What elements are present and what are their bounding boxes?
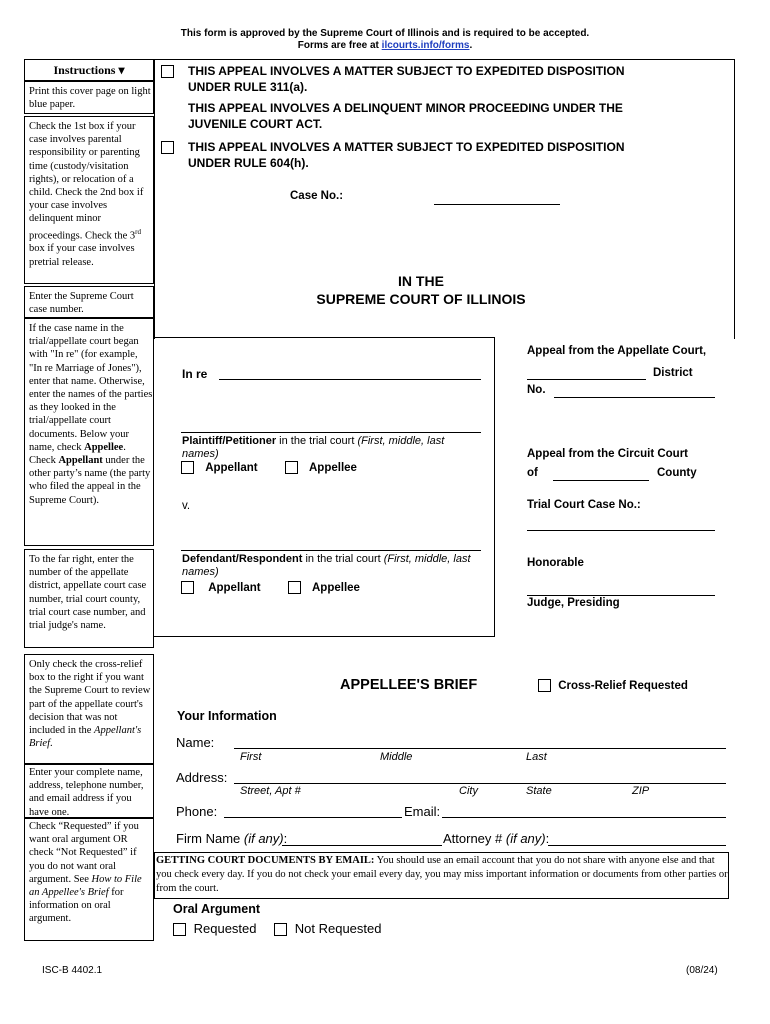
address-input-line[interactable] — [234, 783, 726, 784]
state-hint: State — [526, 785, 552, 797]
circuit-court-heading: Appeal from the Circuit Court — [527, 448, 689, 460]
instruction-box-2 — [24, 116, 154, 284]
instruction-box-7 — [24, 764, 154, 818]
district-label: District — [653, 367, 693, 379]
attorney-number-label: Attorney # (if any): — [443, 831, 550, 846]
versus-label: v. — [182, 500, 191, 512]
attorney-number-input-line[interactable] — [548, 845, 726, 846]
defendant-appellant-checkbox[interactable] — [181, 581, 194, 594]
address-label: Address: — [176, 770, 228, 785]
defendant-label: Defendant/Respondent in the trial court (First, middle, last names) — [182, 553, 471, 578]
form-id: ISC-B 4402.1 — [42, 965, 103, 976]
county-input-line[interactable] — [553, 480, 649, 481]
oral-argument-options — [173, 921, 382, 936]
plaintiff-appellant-checkbox[interactable] — [181, 461, 194, 474]
case-no-label: Case No.: — [290, 190, 344, 202]
email-notice-box — [154, 852, 729, 899]
firm-name-input-line[interactable] — [282, 845, 442, 846]
cross-relief-row — [538, 679, 688, 692]
approval-notice — [0, 28, 770, 52]
middle-name-hint: Middle — [380, 751, 413, 763]
appellate-no-label: No. — [527, 384, 546, 396]
in-re-label: In re — [182, 367, 208, 381]
cross-relief-checkbox[interactable] — [538, 679, 551, 692]
defendant-appellee-label: Appellee — [312, 581, 360, 594]
court-line-1: IN THE — [398, 273, 444, 289]
last-name-hint: Last — [526, 751, 547, 763]
county-label: County — [657, 467, 697, 479]
instructions-title-box — [24, 59, 154, 81]
instruction-box-4 — [24, 318, 154, 546]
oral-requested-label: Requested — [193, 921, 257, 936]
street-hint: Street, Apt # — [240, 785, 301, 797]
cross-relief-label: Cross-Relief Requested — [558, 679, 688, 692]
case-no-input-line[interactable] — [434, 204, 560, 205]
first-name-hint: First — [240, 751, 262, 763]
instruction-box-5 — [24, 549, 154, 648]
expedited-604-label: THIS APPEAL INVOLVES A MATTER SUBJECT TO EXPEDITED DISPOSITION UNDER RULE 604(h). — [188, 140, 625, 170]
in-re-input-line[interactable] — [219, 379, 481, 380]
oral-argument-heading: Oral Argument — [173, 902, 261, 916]
brief-title: APPELLEE'S BRIEF — [340, 677, 478, 693]
instruction-your-info: Enter your complete name, address, telephone number, and email address if you have one. — [29, 767, 144, 818]
instruction-box-3 — [24, 286, 154, 318]
expedited-604-checkbox[interactable] — [161, 141, 174, 154]
instruction-box-8 — [24, 818, 154, 941]
your-info-heading: Your Information — [177, 709, 277, 723]
defendant-role-row — [181, 581, 360, 594]
zip-hint: ZIP — [632, 785, 650, 797]
phone-label: Phone: — [176, 804, 218, 819]
approval-line-1: This form is approved by the Supreme Court of Illinois and is required to be accepted. — [180, 28, 590, 39]
email-label: Email: — [404, 804, 441, 819]
plaintiff-appellee-checkbox[interactable] — [285, 461, 298, 474]
oral-not-requested-checkbox[interactable] — [274, 923, 287, 936]
email-notice-text: GETTING COURT DOCUMENTS BY EMAIL: You should use an email account that you do not share with anyone else and that you check every day. If you do not check your email every day, you may miss important information or documents from other parties or from the court. — [156, 855, 728, 894]
checkbox-row-delinquent — [161, 101, 721, 132]
name-input-line[interactable] — [234, 748, 726, 749]
email-input-line[interactable] — [442, 817, 726, 818]
plaintiff-label: Plaintiff/Petitioner in the trial court (First, middle, last names) — [182, 435, 445, 460]
district-input-line[interactable] — [527, 379, 646, 380]
instruction-box-1 — [24, 81, 154, 114]
checkbox-row-604 — [161, 140, 721, 171]
defendant-appellee-checkbox[interactable] — [288, 581, 301, 594]
city-hint: City — [459, 785, 478, 797]
oral-not-requested-label: Not Requested — [294, 921, 382, 936]
phone-input-line[interactable] — [224, 817, 402, 818]
delinquent-minor-label: THIS APPEAL INVOLVES A DELINQUENT MINOR PROCEEDING UNDER THE JUVENILE COURT ACT. — [188, 101, 623, 131]
instruction-box-6 — [24, 654, 154, 764]
approval-line-2: Forms are free at ilcourts.info/forms. — [297, 40, 473, 51]
instruction-print: Print this cover page on light blue paper. — [29, 86, 151, 111]
expedited-311-checkbox[interactable] — [161, 65, 174, 78]
instruction-oral-argument: Check “Requested” if you want oral argument OR check “Not Requested” if you do not want oral argument. See How to File an Appellee's Brief for information on oral argument. — [29, 821, 142, 925]
plaintiff-name-line[interactable] — [181, 432, 481, 433]
judge-presiding-label: Judge, Presiding — [527, 597, 620, 609]
judge-input-line[interactable] — [527, 595, 715, 596]
circuit-of-label: of — [527, 467, 538, 479]
forms-link[interactable]: ilcourts.info/forms — [381, 40, 470, 51]
name-label: Name: — [176, 735, 215, 750]
instruction-cross-relief: Only check the cross-relief box to the right if you want the Supreme Court to review part of the appellate court's decision that was not included in the Appellant's Brief. — [29, 659, 151, 750]
instruction-far-right: To the far right, enter the number of the appellate district, appellate court case number, trial court county, trial court case number, and trial judge's name. — [29, 554, 147, 632]
trial-case-no-input-line[interactable] — [527, 530, 715, 531]
instructions-title[interactable]: Instructions ▾ — [53, 63, 125, 77]
instruction-case-name: If the case name in the trial/appellate court began with "In re" (for example, "In re Marriage of Jones"), enter that name. Otherwise, enter the names of the parties as they looked in the trial/appellate court documents. Below your name, check Appellee. Check Appellant under the other party’s name (the party who filed the appeal in the Supreme Court). — [29, 323, 153, 506]
plaintiff-appellee-label: Appellee — [309, 461, 357, 474]
appellate-court-heading: Appeal from the Appellate Court, — [527, 345, 707, 357]
court-line-2: SUPREME COURT OF ILLINOIS — [316, 291, 526, 307]
defendant-appellant-label: Appellant — [208, 581, 261, 594]
trial-case-no-label: Trial Court Case No.: — [527, 499, 641, 511]
plaintiff-appellant-label: Appellant — [205, 461, 258, 474]
form-revision: (08/24) — [686, 965, 718, 976]
checkbox-row-311 — [161, 64, 721, 95]
appellate-no-input-line[interactable] — [554, 397, 715, 398]
instruction-case-number: Enter the Supreme Court case number. — [29, 291, 134, 316]
honorable-label: Honorable — [527, 557, 584, 569]
court-heading — [154, 272, 688, 308]
plaintiff-role-row — [181, 461, 357, 474]
oral-requested-checkbox[interactable] — [173, 923, 186, 936]
instruction-checkboxes: Check the 1st box if your case involves parental responsibility or parenting time (custody/visitation rights), or relocation of a child. Check the 2nd box if your case involves delinquent minor proceedings. Check the 3rd box if your case involves pretrial release. — [29, 121, 144, 268]
expedited-311-label: THIS APPEAL INVOLVES A MATTER SUBJECT TO EXPEDITED DISPOSITION UNDER RULE 311(a). — [188, 64, 625, 94]
defendant-name-line[interactable] — [181, 550, 481, 551]
firm-name-label: Firm Name (if any): — [176, 831, 288, 846]
